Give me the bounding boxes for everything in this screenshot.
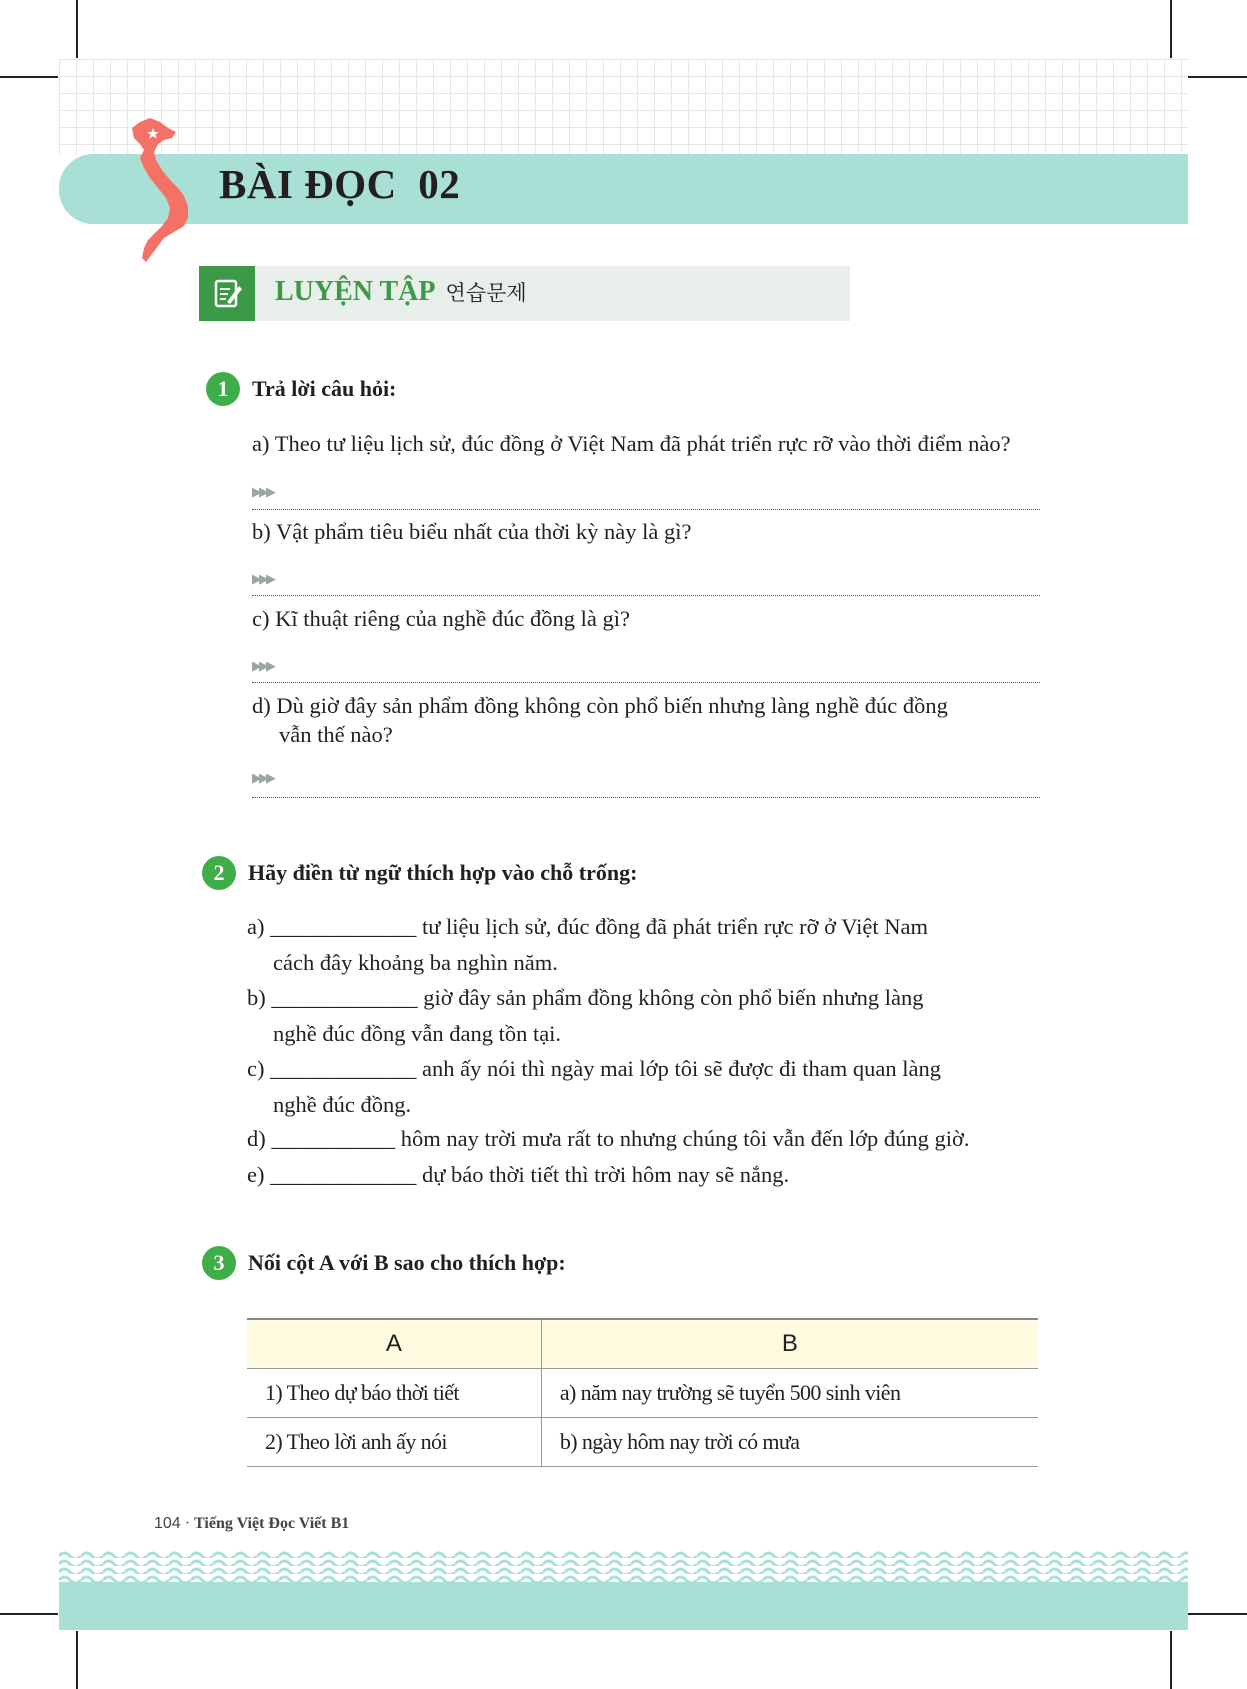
answer-arrow-icon: ▶▶▶ [252,658,273,673]
notepad-pencil-icon [199,266,255,321]
page-title: BÀI ĐỌC 02 [219,161,461,207]
question-1d-cont: vẫn thế nào? [279,722,393,747]
table-cell: b) ngày hôm nay trời có mưa [541,1418,1038,1467]
book-title: Tiếng Việt Đọc Viết B1 [194,1515,350,1532]
grid-background [59,59,1188,155]
question-1d: d) Dù giờ đây sản phẩm đồng không còn phổ biến nhưng làng nghề đúc đồng [252,693,948,718]
question-number-2: 2 [202,856,236,890]
answer-line-1d[interactable] [252,797,1040,798]
fill-line-c-cont: nghề đúc đồng. [273,1092,412,1117]
fill-line-b: b) _____________ giờ đây sản phẩm đồng không còn phổ biến nhưng làng [247,985,924,1010]
table-row [247,1369,1038,1418]
table-cell: 1) Theo dự báo thời tiết [247,1369,541,1418]
table-cell: a) năm nay trường sẽ tuyển 500 sinh viên [541,1369,1038,1418]
section-header [199,266,850,321]
answer-line-1a[interactable] [252,509,1040,510]
fill-line-a: a) _____________ tư liệu lịch sử, đúc đồng đã phát triển rực rỡ ở Việt Nam [247,914,928,939]
section-label: LUYỆN TẬP [275,276,436,307]
footer-band [59,1582,1188,1630]
answer-line-1b[interactable] [252,595,1040,596]
column-a-header: A [247,1319,541,1369]
page-number: 104 [154,1515,181,1532]
footer-separator: · [180,1515,195,1532]
crop-mark [0,76,58,78]
question-2-title: Hãy điền từ ngữ thích hợp vào chỗ trống: [248,860,638,885]
crop-mark [1170,0,1172,58]
answer-line-1c[interactable] [252,682,1040,683]
table-row [247,1418,1038,1467]
fill-line-a-cont: cách đây khoảng ba nghìn năm. [273,950,558,975]
question-1a: a) Theo tư liệu lịch sử, đúc đồng ở Việt Nam đã phát triển rực rỡ vào thời điểm nào? [252,431,1011,456]
fill-line-d: d) ___________ hôm nay trời mưa rất to nhưng chúng tôi vẫn đến lớp đúng giờ. [247,1126,970,1151]
question-number-3: 3 [202,1246,236,1280]
section-korean-label: 연습문제 [445,281,527,305]
page-footer [154,1515,349,1533]
matching-table [247,1318,1038,1467]
fill-line-c: c) _____________ anh ấy nói thì ngày mai lớp tôi sẽ được đi tham quan làng [247,1056,941,1081]
table-header-row [247,1319,1038,1369]
fill-line-b-cont: nghề đúc đồng vẫn đang tồn tại. [273,1021,562,1046]
crop-mark [1170,1631,1172,1689]
crop-mark [1188,76,1247,78]
crop-mark [0,1613,58,1615]
question-1c: c) Kĩ thuật riêng của nghề đúc đồng là gì? [252,606,630,631]
answer-arrow-icon: ▶▶▶ [252,484,273,499]
crop-mark [1188,1613,1247,1615]
vietnam-map-icon [128,118,208,264]
table-cell: 2) Theo lời anh ấy nói [247,1418,541,1467]
answer-arrow-icon: ▶▶▶ [252,770,273,785]
question-number-1: 1 [206,372,240,406]
column-b-header: B [541,1319,1038,1369]
wave-decoration [59,1550,1188,1584]
fill-line-e: e) _____________ dự báo thời tiết thì trời hôm nay sẽ nắng. [247,1162,790,1187]
answer-arrow-icon: ▶▶▶ [252,571,273,586]
crop-mark [76,1631,78,1689]
question-1b: b) Vật phẩm tiêu biểu nhất của thời kỳ này là gì? [252,519,692,544]
question-3-title: Nối cột A với B sao cho thích hợp: [248,1250,566,1275]
question-1-title: Trả lời câu hỏi: [252,376,397,401]
crop-mark [76,0,78,58]
